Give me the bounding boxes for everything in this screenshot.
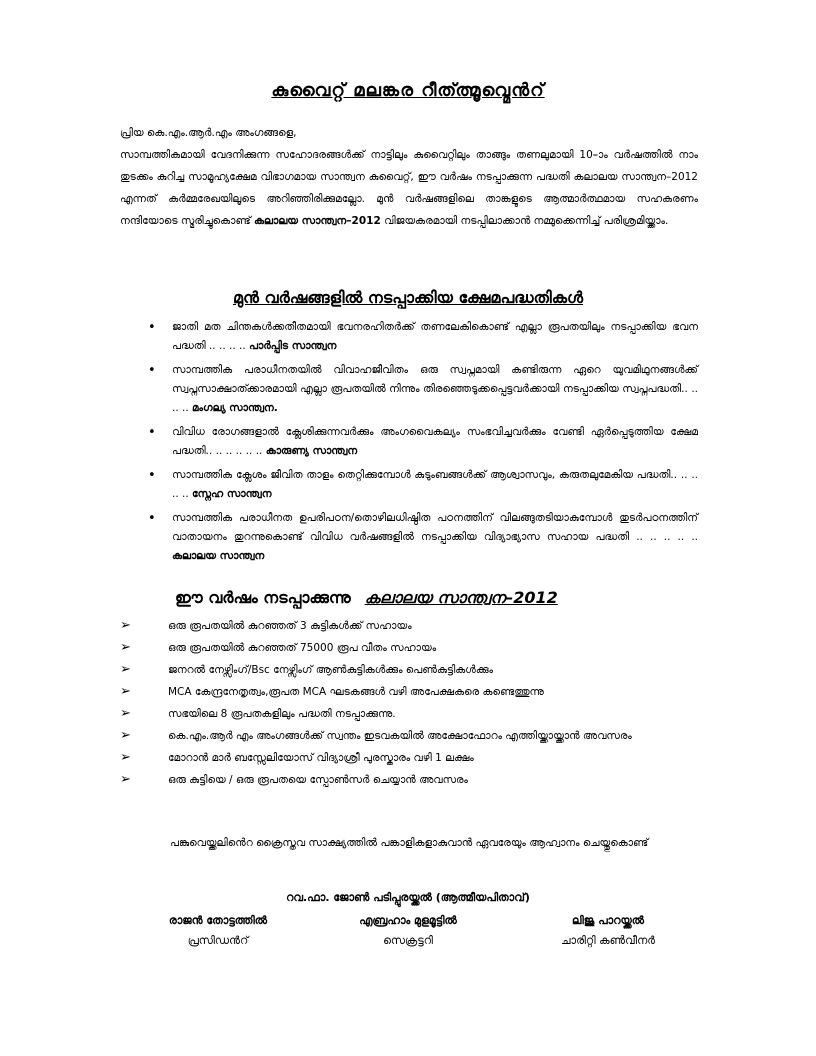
intro-body: സാമ്പത്തികമായി വേദനിക്കുന്ന സഹോദരങ്ങൾക്ക് നാട്ടിലും കുവൈറ്റിലും താങ്ങും തണലുമായി 10–ാം വർഷത്തിൽ നാം തുടക്കം കുറിച്ച സാമൂഹ്യക്ഷേമ വിഭാഗമായ സാന്ത്വന കുവൈറ്റ്, ഈ വർഷം നടപ്പാക്കുന്ന പദ്ധതി കലാലയ സാന്ത്വന–2012 എന്നത് കർമ്മരേഖയിലൂടെ അറിഞ്ഞിരിക്കുമല്ലോ. മുൻ വർഷങ്ങളിലെ താങ്കളുടെ ആത്മാർത്ഥമായ സഹകരണം നന്ദിയോടെ സ്മരിച്ചുകൊണ്ട് [120, 149, 698, 227]
list-item: • സാമ്പത്തിക പരാധീനത ഉപരിപഠന/തൊഴിലധിഷ്ഠിത പഠനത്തിന് വിലങ്ങുതടിയാകുമ്പോൾ തുടർപഠനത്തിന് വാതായനം തുറന്നുകൊണ്ട് വിവിധ വർഷങ്ങളിൽ നടപ്പാക്കിയ വിദ്യാഭ്യാസ സഹായ പദ്ധതി .. .. .. .. .. കലാലയ സാന്ത്വന [148, 511, 698, 562]
arrow-bullet-icon: ➢ [120, 706, 131, 721]
bullet-icon: • [148, 468, 156, 483]
arrow-bullet-icon: ➢ [120, 618, 131, 633]
signatory-name: എബ്രഹാം മുളമൂട്ടിൽ [359, 914, 457, 927]
signatory-president [118, 911, 318, 951]
list-item: • സാമ്പത്തിക ക്ലേശം ജീവിത താളം തെറ്റിക്കുമ്പോൾ കുടുംബങ്ങൾക്ക് ആശ്വാസവും, കരുതലുമേകിയ പദ്ധതി.. .. .. .. .. സ്നേഹ സാന്ത്വന [148, 468, 698, 500]
letter-title: കുവൈറ്റ് മലങ്കര റീത്ത്മൂവ്മെൻറ് [271, 80, 545, 101]
intro-tail: വിജയകരമായി നടപ്പിലാക്കാൻ നമ്മുക്കെന്നിച്ച് പരിശ്രമിയ്ക്കാം. [384, 215, 669, 227]
arrow-bullet-icon: ➢ [120, 662, 131, 677]
list-item: ➢ ഒരു രൂപതയിൽ കുറഞ്ഞത് 3 കുട്ടികൾക്ക് സഹായം [120, 616, 680, 636]
arrow-bullet-icon: ➢ [120, 640, 131, 655]
closing-paragraph: പങ്കുവെയ്ക്കലിൻെറ ക്രൈസ്തവ സാക്ഷ്യത്തിൽ പങ്കാളികളാകുവാൻ ഏവരേയും ആഹ്വാനം ചെയ്തുകൊണ്ട് [170, 837, 649, 849]
current-scheme-list [120, 616, 680, 792]
signatory-name: ലിജു പാറയ്ക്കൽ [572, 914, 644, 927]
list-item: • ജാതി മത ചിന്തകൾക്കതീതമായി ഭവനരഹിതർക്ക് തണലേകികൊണ്ട് എല്ലാ രൂപതയിലും നടപ്പാക്കിയ ഭവന പദ്ധതി .. .. .. .. പാർപ്പിട സാന്ത്വന [148, 320, 698, 352]
bullet-icon: • [148, 425, 156, 440]
current-scheme-heading [175, 588, 558, 608]
arrow-bullet-icon: ➢ [120, 772, 131, 787]
salutation: പ്രിയ കെ.എം.ആർ.എം അംഗങ്ങളെ, [120, 127, 297, 139]
past-schemes-heading: മുൻ വർഷങ്ങളിൽ നടപ്പാക്കിയ ക്ഷേമപദ്ധതികൾ [232, 288, 584, 307]
patron-name: റവ.ഫാ. ജോൺ പടിപ്പുരയ്ക്കൽ (ആത്മീയപിതാവ്) [286, 891, 530, 904]
arrow-bullet-icon: ➢ [120, 728, 131, 743]
intro-paragraph [120, 144, 698, 232]
current-heading-highlight: കലാലയ സാന്ത്വന–2012 [364, 588, 558, 607]
arrow-bullet-icon: ➢ [120, 684, 131, 699]
signatory-secretary [308, 911, 508, 951]
arrow-bullet-icon: ➢ [120, 750, 131, 765]
current-heading-prefix: ഈ വർഷം നടപ്പാക്കുന്നു [175, 588, 351, 607]
list-item: ➢ ജനറൽ നേഴ്സിംഗ്/Bsc നേഴ്സിംഗ് ആൺകുട്ടികൾക്കും പെൺകുട്ടികൾക്കും [120, 660, 680, 680]
list-item: ➢ മോറാൻ മാർ ബസ്സേലിയോസ് വിദ്യാശ്രീ പുരസ്കാരം വഴി 1 ലക്ഷം [120, 748, 680, 768]
bullet-icon: • [148, 320, 156, 335]
past-schemes-list [148, 318, 698, 571]
list-item: ➢ ഒരു രൂപതയിൽ കുറഞ്ഞത് 75000 രൂപ വീതം സഹായം [120, 638, 680, 658]
list-item: ➢ സഭയിലെ 8 രൂപതകളിലും പദ്ധതി നടപ്പാക്കുന്നു. [120, 704, 680, 724]
bullet-icon: • [148, 511, 156, 526]
signatory-role: പ്രസിഡൻറ് [187, 934, 249, 947]
signatory-charity-convener [508, 911, 708, 951]
list-item: ➢ കെ.എം.ആർ എം അംഗങ്ങൾക്ക് സ്വന്തം ഇടവകയിൽ അക്ഷോഫോറം എത്തിയ്ക്കായ്ക്കാൻ അവസരം [120, 726, 680, 746]
signatory-role: ചാരിറ്റി കൺവീനർ [561, 934, 655, 947]
bullet-icon: • [148, 363, 156, 378]
list-item: ➢ ഒരു കുട്ടിയെ / ഒരു രൂപതയെ സ്പോൺസർ ചെയ്യാൻ അവസരം [120, 770, 680, 790]
intro-block [120, 122, 698, 232]
signatory-role: സെക്രട്ടറി [383, 934, 433, 947]
list-item: • സാമ്പത്തിക പരാധീനതയിൽ വിവാഹജീവിതം ഒരു സ്വപ്നമായി കണ്ടിരുന്ന ഏറെ യുവമിഥുനങ്ങൾക്ക് സ്വപ്നസാക്ഷാത്ക്കാരമായി എല്ലാ രൂപതയിൽ നിന്നും തിരഞ്ഞെടുക്കപ്പെട്ടവർക്കായി നടപ്പാക്കിയ സ്വപ്നപദ്ധതി.. .. .. .. മംഗല്യ സാന്ത്വന. [148, 363, 698, 414]
list-item: • വിവിധ രോഗങ്ങളാൽ ക്ലേശിക്കുന്നവർക്കും അംഗവൈകല്യം സംഭവിച്ചവർക്കും വേണ്ടി ഏർപ്പെടുത്തിയ ക്ഷേമ പദ്ധതി.. .. .. .. .. .. കാരുണ്യ സാന്ത്വന [148, 425, 698, 457]
signatory-name: രാജൻ തോട്ടത്തിൽ [168, 914, 268, 927]
list-item: ➢ MCA കേന്ദ്രനേതൃത്വം,രൂപത MCA ഘടകങ്ങൾ വഴി അപേക്ഷകരെ കണ്ടെത്തുന്നു [120, 682, 680, 702]
intro-highlight: കലാലയ സാന്ത്വന–2012 [254, 215, 381, 227]
